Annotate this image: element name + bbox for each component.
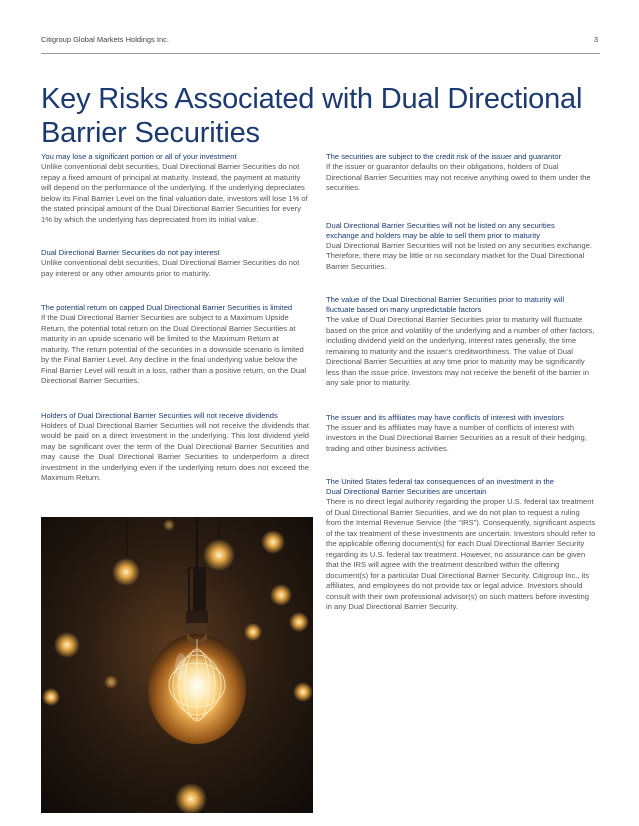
section-heading: The potential return on capped Dual Directional Barrier Securities is limited <box>41 303 293 312</box>
header-divider <box>41 53 600 54</box>
section-body: Dual Directional Barrier Securities will not be listed on any securities exchange. Therefore, there may be little or no secondary market for the Dual Directional Barrier Securities. <box>326 240 592 271</box>
section-body: If the issuer or guarantor defaults on their obligations, holders of Dual Directional Barrier Securities may not receive anything owed to them under the securities. <box>326 162 591 192</box>
risk-section-loss <box>41 152 309 225</box>
section-body: There is no direct legal authority regarding the proper U.S. federal tax treatment of Dual Directional Barrier Securities, and we do not plan to request a ruling from the Internal Revenue Service (the “IRS”). Consequently, significant aspects of the tax treatment of these investments are uncertain. Investors should refer to the applicable offering document(s) for each Dual Directional Barrier Security regarding its U.S. federal tax treatment. However, no assurance can be given that the IRS will agree with the treatment described within the offering document(s) for a particular Dual Directional Barrier Security. Citigroup Inc., its affiliates, and employees do not provide tax or legal advice. Investors should consult with their own professional advisor(s) on such matters before investing in any Dual Directional Barrier Security. <box>326 497 596 611</box>
header-company-name: Citigroup Global Markets Holdings Inc. <box>41 35 169 44</box>
section-body: Unlike conventional debt securities, Dual Directional Barrier Securities do not pay interest or any other amounts prior to maturity. <box>41 258 300 278</box>
page-title <box>41 82 611 150</box>
section-body: If the Dual Directional Barrier Securities are subject to a Maximum Upside Return, the potential total return on the Dual Directional Barrier Securities at maturity in an upside scenario will be limited to the Maximum Return at maturity. The return potential of the securities in a downside scenario is limited by the Final Barrier Level. Any decline in the final underlying value below the Final Barrier Level will result in a loss, rather than a positive return, on the Dual Directional Barrier Securities. <box>41 313 307 385</box>
section-heading: Dual Directional Barrier Securities will not be listed on any securities exchange and holders may be able to sell them prior to maturity <box>326 220 555 240</box>
risk-section-tax <box>326 477 596 613</box>
section-body: The value of Dual Directional Barrier Securities prior to maturity will fluctuate based on the price and volatility of the underlying and a number of other factors, including dividend yield on the underlying, interest rates generally, the time remaining to maturity and the issuer’s creditworthiness. The value of Dual Directional Barrier Securities at any time prior to maturity may be significantly less than the issue price. Investors may not receive the benefit of the barrier in any sale prior to maturity. <box>326 315 595 387</box>
page-title-line-2: Barrier Securities <box>41 117 260 149</box>
risk-section-no-dividends <box>41 411 309 484</box>
risk-section-capped-return <box>41 303 309 387</box>
section-heading: The issuer and its affiliates may have conflicts of interest with investors <box>326 412 564 422</box>
risk-section-credit <box>326 152 596 194</box>
section-body: The issuer and its affiliates may have a number of conflicts of interest with investors in the Dual Directional Barrier Securities as a result of their hedging, trading and other business activities. <box>326 422 587 453</box>
risk-section-not-listed <box>326 221 596 273</box>
section-body: Unlike conventional debt securities, Dual Directional Barrier Securities do not repay a fixed amount of principal at maturity. Instead, the payment at maturity will depend on the performance of the underlying. If the underlying depreciates below its Final Barrier Level on the final valuation date, investors will lose 1% of the stated principal amount of the Dual Directional Barrier Securities for every 1% by which the underlying has depreciated from its initial value. <box>41 162 308 224</box>
right-column <box>326 152 596 613</box>
section-heading: The securities are subject to the credit risk of the issuer and guarantor <box>326 152 562 161</box>
risk-section-value-fluctuation <box>326 295 596 389</box>
page-title-line-1: Key Risks Associated with Dual Directional <box>41 83 583 115</box>
section-heading: The value of the Dual Directional Barrier Securities prior to maturity will fluctuate based on many unpredictable factors <box>326 295 565 314</box>
section-body: Holders of Dual Directional Barrier Securities will not receive the dividends that would be paid on a direct investment in the underlying. This lost dividend yield may be significant over the term of the Dual Directional Barrier Securities and may cause the Dual Directional Barrier Securities to underperform a direct investment in the underlying even if the underlying return does not exceed the Maximum Return. <box>41 420 309 482</box>
left-column <box>41 152 309 484</box>
section-heading: You may lose a significant portion or all of your investment <box>41 152 237 161</box>
risk-section-no-interest <box>41 248 309 279</box>
section-heading: Holders of Dual Directional Barrier Securities will not receive dividends <box>41 410 278 420</box>
section-heading: Dual Directional Barrier Securities do not pay interest <box>41 248 220 257</box>
light-bulb-photo <box>41 517 313 813</box>
risk-section-conflicts <box>326 413 596 455</box>
section-heading: The United States federal tax consequences of an investment in the Dual Directional Barrier Securities are uncertain <box>326 477 554 496</box>
page-number: 3 <box>593 35 598 44</box>
